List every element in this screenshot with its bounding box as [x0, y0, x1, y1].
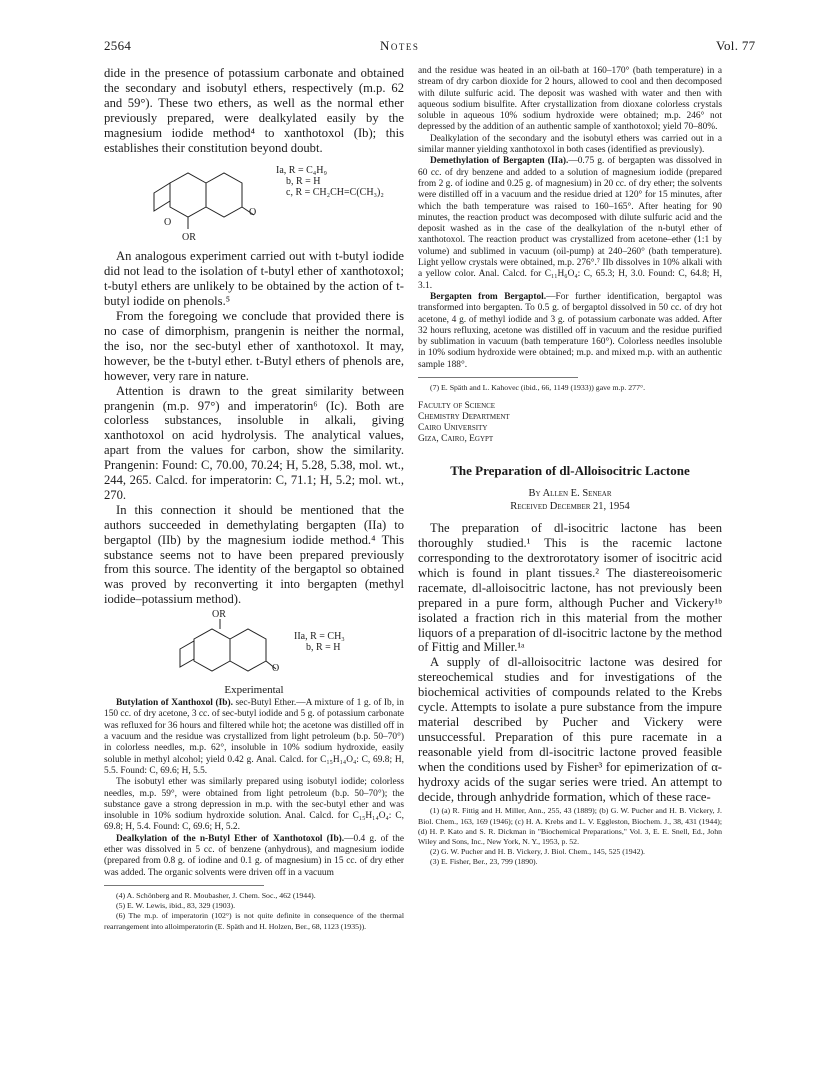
or-label: OR: [212, 609, 226, 621]
footnote: (5) E. W. Lewis, ibid., 83, 329 (1903).: [116, 901, 236, 911]
carbonyl-o-label: O: [249, 207, 257, 219]
footnote: (1) (a) R. Fittig and H. Miller, Ann., 255, 43 (1889); (b) G. W. Pucher and H. B. Vickery, J. Biol. Chem., 163, 169 (1946); (c) H. A. Krebs and L. V. Eggleston, Biochem. J., 38, 431 (1944); (d) H. P. Kato and S. R. Dickman in "Biochemical Preparations," Vol. 3, E. E. Snell, Ed., John Wiley and Sons, Inc., New York, N. Y., 1953, p. 52.: [418, 806, 722, 847]
article-title: The Preparation of dl-Alloisocitric Lactone: [450, 463, 690, 479]
paragraph: Dealkylation of the n-Butyl Ether of Xanthotoxol (Ib).—0.4 g. of the ether was dissolved in 5 cc. of benzene (anhydrous), and magnesium iodide (prepared from 0.8 g. of iodine and 0.1 g. of magnesium) in 15 cc. of dry ether was added. The organic solvents were driven off in a vacuum: [104, 833, 404, 878]
paragraph: The isobutyl ether was similarly prepared using isobutyl iodide; colorless needles, m.p. 59°, were obtained from light petroleum (b.p. 50–70°); the substance gave a strong depression in m.p. with the sec-butyl ether and was insoluble in 10% sodium hydroxide solution. Anal. Calcd. for C₁₅H₁₄O₄: C, 69.8; H, 5.4. Found: C, 69.6; H, 5.2.: [104, 777, 404, 833]
paragraph: From the foregoing we conclude that provided there is no case of dimorphism, prangenin is neither the normal, the iso, nor the sec-butyl ether of xanthotoxol. It may, however, be the t-butyl ether. t-Butyl ethers of phenols are, however, very rare in nature.: [104, 309, 404, 383]
paragraph: Demethylation of Bergapten (IIa).—0.75 g. of bergapten was dissolved in 60 cc. of dry benzene and added to a solution of magnesium iodide (prepared from 2 g. of iodine and 0.25 g. of magnesium) in 20 cc. of dry ether; the solvents were distilled off in a vacuum and the residue dried at 120° for 15 minutes, after which the bath temperature was raised to 160–165°. After heating for 90 minutes, the reaction product was decomposed with dilute sulfuric acid and the deposit washed as in the case of the dealkylation of the n-butyl ether of xanthotoxol. The reaction product was crystallized from acetone–ether (1:1 by volume) and sublimed in vacuum (oil-pump) at 240–260° (bath temperature). Light yellow crystals were obtained, m.p. 276°.⁷ IIb dissolves in 10% alkali with a yellow color. Anal. Calcd. for C₁₁H₆O₄: C, 65.3; H, 3.0. Found: C, 64.8; H, 3.1.: [418, 156, 722, 291]
paragraph: Butylation of Xanthoxol (Ib). sec-Butyl Ether.—A mixture of 1 g. of Ib, in 150 cc. of dry acetone, 3 cc. of sec-butyl iodide and 5 g. of potassium carbonate was refluxed for 36 hours and filtered while hot; the acetone was distilled off in a vacuum and the residue was crystallized from light petroleum (b.p. 50–70°) in colorless needles, m.p. 62°, insoluble in 10% sodium hydroxide, easily soluble in methyl alcohol; yield 0.42 g. Anal. Calcd. for C₁₅H₁₄O₄: C, 69.8; H, 5.5. Found: C, 69.6; H, 5.5.: [104, 698, 404, 776]
footnote-divider: [418, 377, 578, 378]
footnote: (3) E. Fisher, Ber., 23, 799 (1890).: [430, 857, 538, 867]
footnote: (6) The m.p. of imperatorin (102°) is not quite definite in consequence of the thermal rearrangement into alloimperatorin (E. Späth and H. Holzen, Ber., 68, 1123 (1935)).: [104, 911, 404, 931]
footnote-divider: [104, 885, 264, 886]
paragraph: Bergapten from Bergaptol.—For further identification, bergaptol was transformed into bergapten. To 0.5 g. of bergaptol dissolved in 50 cc. of dry hot acetone, 4 g. of methyl iodide and 3 g. of potassium carbonate was added. After 32 hours refluxing, acetone was distilled off in vacuum and the residue purified by sublimation in vacuum (bath temperature 160°). Colorless needles insoluble in 10% sodium hydroxide were obtained; m.p. and mixed m.p. with an authentic sample 188°.: [418, 291, 723, 370]
carbonyl-o-label: O: [272, 663, 280, 675]
structure-legend: Ia, R = C₄H₉ b, R = H c, R = CH₂CH=C(CH₃)₂: [276, 165, 384, 199]
or-label: OR: [182, 232, 196, 244]
structure-legend: IIa, R = CH₃ b, R = H: [294, 631, 345, 654]
section-heading: Experimental: [224, 684, 284, 697]
paragraph: A supply of dl-alloisocitric lactone was desired for stereochemical studies and for investigations of the biochemical activities of compounds related to the Krebs cycle. Attempts to isolate a pure substance from the impure material described by Pucher and Vickery were unsuccessful. Preparation of this pure racemate in a reasonable yield from dl-isocitric lactone proved feasible when the conditions used by Fisher³ for epimerization of α-hydroxy acids of the sugar series were tried. An attempt to decide, through anhydride formation, which of these race-: [418, 655, 722, 804]
footnote: (2) G. W. Pucher and H. B. Vickery, J. Biol. Chem., 145, 525 (1942).: [430, 847, 646, 857]
left-column: [104, 66, 404, 932]
author-line: By Allen E. Senear: [528, 488, 612, 500]
paragraph: and the residue was heated in an oil-bath at 160–170° (bath temperature) in a stream of dry carbon dioxide for 2 hours, allowed to cool and then decomposed with dilute sulfuric acid. The deposit was washed with water and then with aqueous sodium bisulfite. After crystallization from dioxane colorless crystals soluble in aqueous 10% sodium hydroxide were obtained; m.p. 246° not depressed by the addition of an authentic sample of xanthotoxol; yield 70–80%.: [418, 66, 722, 133]
o-label: O: [164, 217, 172, 229]
affiliation: Faculty of Science Chemistry Department Cairo University Giza, Cairo, Egypt: [418, 401, 510, 445]
paragraph: dide in the presence of potassium carbonate and obtained the secondary and isobutyl ethers, respectively (m.p. 62 and 59°). These two ethers, as well as the normal ether previously prepared, were dealkylated easily by the magnesium iodide method⁴ to xanthotoxol (Ib); this establishes their constitution beyond doubt.: [104, 66, 404, 155]
running-header: Notes: [380, 38, 420, 53]
right-column: [418, 66, 722, 868]
paragraph: The preparation of dl-isocitric lactone has been thoroughly studied.¹ This is the racemic lactone corresponding to the dextrorotatory isomer of isocitric acid which is found in plant tissues.² The diastereoisomeric racemate, dl-alloisocitric lactone, has not previously been prepared in a pure form, although Pucher and Vickery¹ᵇ isolated a fraction rich in this material from the mother liquors of a preparation of dl-isocitric lactone by the method of Fittig and Miller.¹ᵃ: [418, 521, 722, 655]
structure-figure-1: [104, 155, 404, 249]
volume-label: Vol. 77: [716, 38, 756, 53]
paragraph: Attention is drawn to the great similarity between prangenin (m.p. 97°) and imperatorin⁶ (Ic). Both are colorless substances, insoluble in alkali, giving xanthotoxol on acid hydrolysis. The analytical values, apart from the values for carbon, show the similarity. Prangenin: Found: C, 70.00, 70.24; H, 5.28, 5.38, mol. wt., 244, 265. Calcd. for imperatorin: C, 71.1; H, 5.2; mol. wt., 270.: [104, 383, 404, 502]
paragraph: In this connection it should be mentioned that the authors succeeded in demethylating bergapten (IIa) to bergaptol (IIb) by the magnesium iodide method.⁴ This substance seems not to have been prepared previously from this source. The identity of the bergaptol so obtained was proved by reconverting it into bergapten (methyl iodide–potassium method).: [104, 502, 404, 607]
structure-figure-2: [104, 607, 404, 681]
paragraph: An analogous experiment carried out with t-butyl iodide did not lead to the isolation of t-butyl ether of xanthotoxol; t-butyl ethers are unlikely to be obtained by the action of t-butyl iodide on phenols.⁵: [104, 249, 404, 309]
footnote: (4) A. Schönberg and R. Moubasher, J. Chem. Soc., 462 (1944).: [116, 890, 316, 900]
furocoumarin-structure-1: [146, 161, 266, 247]
paragraph: Dealkylation of the secondary and the isobutyl ethers was carried out in a similar manner yielding xanthotoxol in both cases (identified as previously).: [418, 133, 722, 156]
received-date: Received December 21, 1954: [510, 501, 630, 513]
page-number: 2564: [104, 38, 132, 53]
footnote: (7) E. Späth and L. Kahovec (ibid., 66, 1149 (1933)) gave m.p. 277°.: [430, 383, 646, 393]
